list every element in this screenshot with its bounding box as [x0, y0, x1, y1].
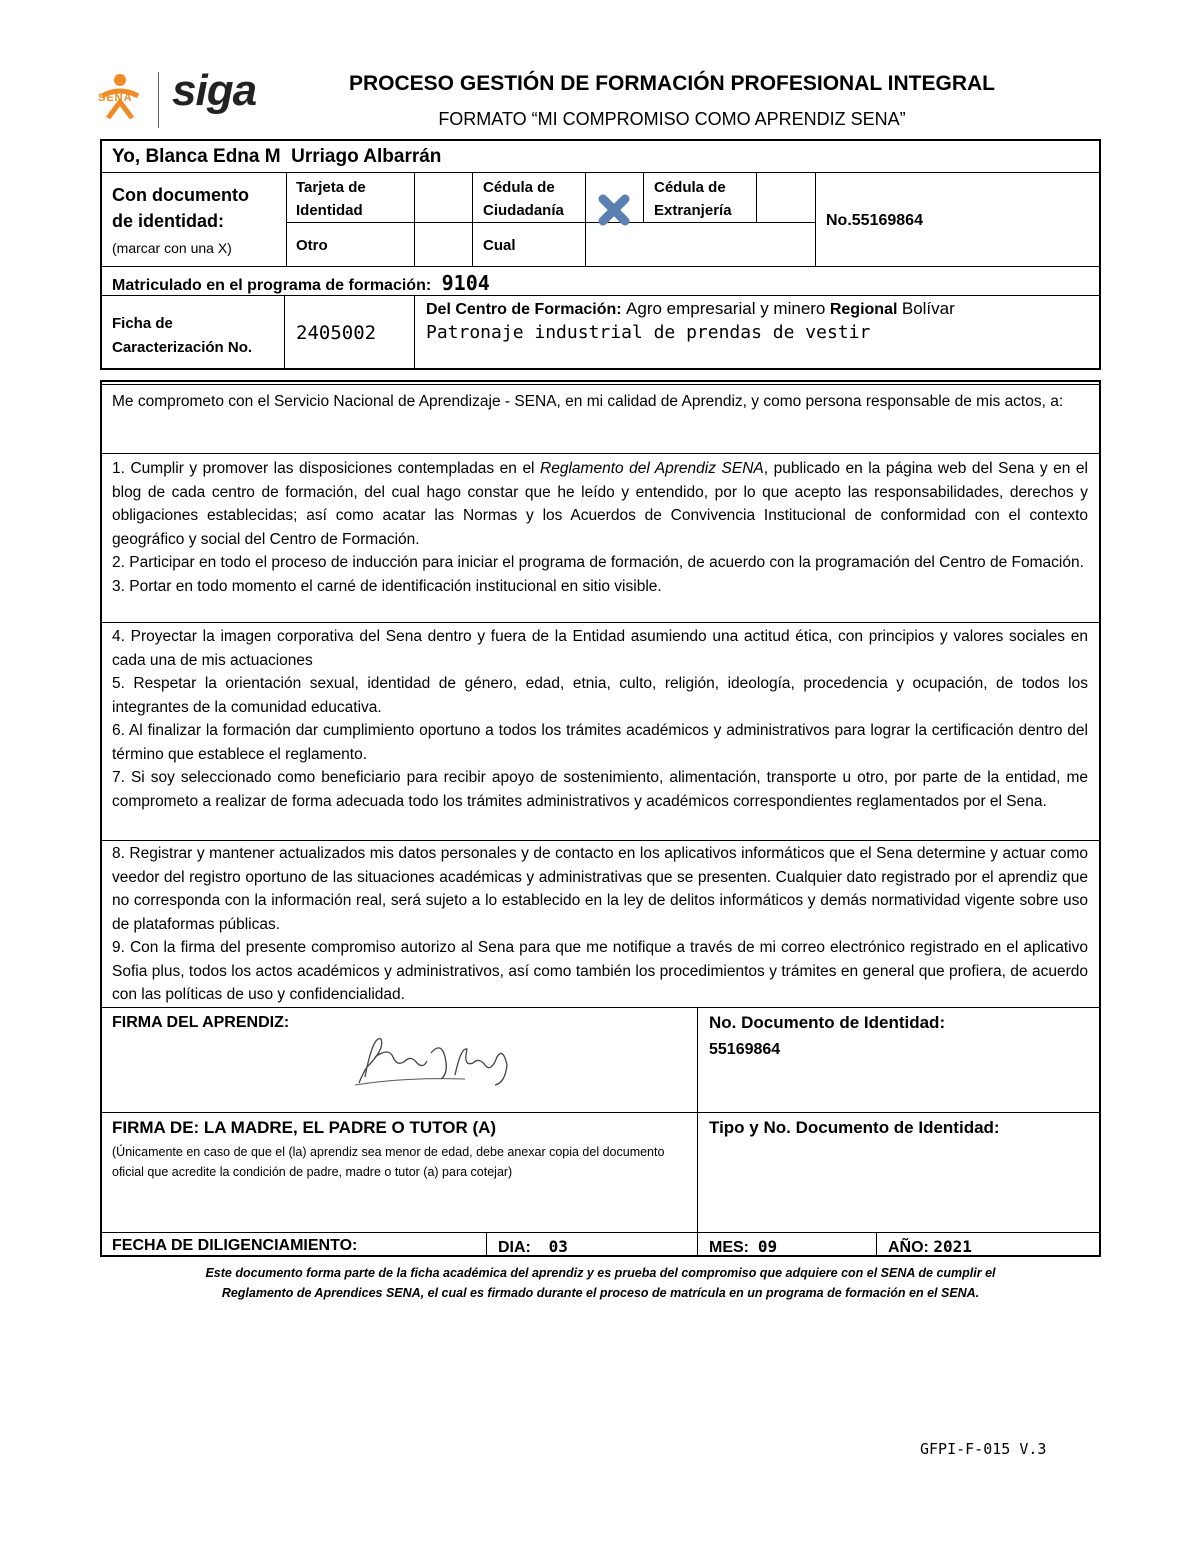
sena-logo-text: SENA [98, 92, 133, 104]
form-code: GFPI-F-015 V.3 [920, 1440, 1047, 1458]
student-name: Blanca Edna M Urriago Albarrán [145, 146, 442, 167]
commitment-item-8: 8. Registrar y mantener actualizados mis datos personales y de contacto en los aplicativos informáticos que el Sena determine y actuar como veedor del registro oportuno de las situaciones académicas y administrativas que se presenten. Cualquier dato registrado por el aprendiz que no corresponda con la información real, será sujeto a lo establecido en la ley de delitos informáticos y demás normatividad vigente sobre uso de plataformas públicas. [112, 845, 1088, 933]
ficha-number: 2405002 [296, 322, 377, 344]
commitment-item-7: 7. Si soy seleccionado como beneficiario para recibir apoyo de sostenimiento, alimentación, transporte u otro, por parte de la entidad, me comprometo a realizar de forma adecuada todo los trámites administrativos y académicos correspondientes reglamentados por el Sena. [112, 769, 1088, 810]
ficha-label: Ficha de Caracterización No. [112, 315, 253, 356]
commitment-group-1 [112, 457, 1088, 598]
logo-divider [158, 72, 159, 128]
program-label: Matriculado en el programa de formación: 9104 [112, 271, 490, 295]
page-title: PROCESO GESTIÓN DE FORMACIÓN PROFESIONAL INTEGRAL [349, 72, 995, 95]
signature-image [345, 1027, 520, 1092]
firma-tutor-label: FIRMA DE: LA MADRE, EL PADRE O TUTOR (A) [112, 1118, 497, 1137]
yo-label: Yo, Blanca Edna M Urriago Albarrán [112, 146, 442, 167]
commitment-item-1: 1. Cumplir y promover las disposiciones contempladas en el Reglamento del Aprendiz SENA, publicado en la página web del Sena y en el blog de cada centro de formación, del cual hago constar que he leído y entendido, por lo que acepto las responsabilidades, derechos y obligaciones establecidas; así como acatar las Normas y los Acuerdos de Convivencia Institucional de conformidad con el contexto geográfico y social del Centro de Formación. [112, 460, 1088, 548]
page-subtitle: FORMATO “MI COMPROMISO COMO APRENDIZ SENA” [438, 109, 906, 129]
commitment-item-2: 2. Participar en todo el proceso de inducción para iniciar el programa de formación, de acuerdo con la programación del Centro de Fomación. [112, 554, 1084, 571]
anio-value: 2021 [933, 1237, 972, 1256]
mes-value: 09 [757, 1237, 778, 1256]
dia-field: DIA: 03 [498, 1237, 568, 1256]
commitment-item-4: 4. Proyectar la imagen corporativa del Sena dentro y fuera de la Entidad asumiendo una actitud ética, con principios y valores sociales en cada una de mis actuaciones [112, 628, 1088, 669]
x-mark-icon [597, 193, 631, 227]
commitment-group-3 [112, 842, 1088, 1007]
centro-value: Agro empresarial y minero [626, 299, 826, 318]
cual-label: Cual [483, 237, 516, 254]
footer-note: Este documento forma parte de la ficha académica del aprendiz y es prueba del compromiso que adquiere con el SENA de cumplir el Reglamento de Aprendices SENA, el cual es firmado durante el proceso de matrícula en un programa de formación en el SENA. [205, 1266, 996, 1300]
tipo-documento-label: Tipo y No. Documento de Identidad: [709, 1118, 1000, 1137]
handwritten-signature-icon [345, 1027, 520, 1092]
program-code: 9104 [441, 271, 490, 295]
commitment-item-3: 3. Portar en todo momento el carné de identificación institucional en sitio visible. [112, 577, 662, 595]
ti-label: Tarjeta de Identidad [296, 179, 366, 219]
cc-checkbox-mark[interactable] [597, 193, 631, 227]
ce-label: Cédula de Extranjería [654, 179, 732, 219]
centro-line: Del Centro de Formación: Agro empresarial y minero Regional Bolívar [426, 299, 955, 318]
doc-identidad-label: No. Documento de Identidad: [709, 1013, 946, 1032]
program-name: Patronaje industrial de prendas de vestir [426, 322, 871, 343]
commitment-intro: Me comprometo con el Servicio Nacional de Aprendizaje - SENA, en mi calidad de Aprendiz, y como persona responsable de mis actos, a: [112, 393, 1064, 410]
fecha-label: FECHA DE DILIGENCIAMIENTO: [112, 1237, 358, 1254]
doc-label: Con documento de identidad: [112, 185, 249, 231]
document-number: No.55169864 [826, 212, 923, 229]
firma-tutor-note: (Únicamente en caso de que el (la) aprendiz sea menor de edad, debe anexar copia del documento oficial que acredite la condición de padre, madre o tutor (a) para cotejar) [112, 1145, 665, 1179]
commitment-item-5: 5. Respetar la orientación sexual, identidad de género, edad, etnia, culto, religión, ideología, procedencia y ocupación, de todos los integrantes de la comunidad educativa. [112, 675, 1088, 716]
firma-aprendiz-label: FIRMA DEL APRENDIZ: [112, 1014, 290, 1031]
doc-hint: (marcar con una X) [112, 240, 232, 256]
otro-label: Otro [296, 237, 328, 254]
mes-field: MES: 09 [709, 1237, 778, 1256]
commitment-item-9: 9. Con la firma del presente compromiso autorizo al Sena para que me notifique a través de mi correo electrónico registrado en el aplicativo Sofia plus, todos los actos académicos y administrativos, así como también los procedimientos y trámites en general que profiera, de acuerdo con las políticas de uso y confidencialidad. [112, 939, 1088, 1003]
commitment-group-2 [112, 625, 1088, 813]
cc-label: Cédula de Ciudadanía [483, 179, 564, 219]
regional-value: Bolívar [901, 299, 955, 318]
dia-value: 03 [548, 1237, 568, 1256]
commitment-item-6: 6. Al finalizar la formación dar cumplimiento oportuno a todos los trámites académicos y administrativos para lograr la certificación dentro del término que establece el reglamento. [112, 722, 1088, 763]
siga-logo: siga [172, 66, 257, 115]
anio-field: AÑO: 2021 [888, 1237, 972, 1256]
doc-identidad-value: 55169864 [709, 1041, 781, 1058]
